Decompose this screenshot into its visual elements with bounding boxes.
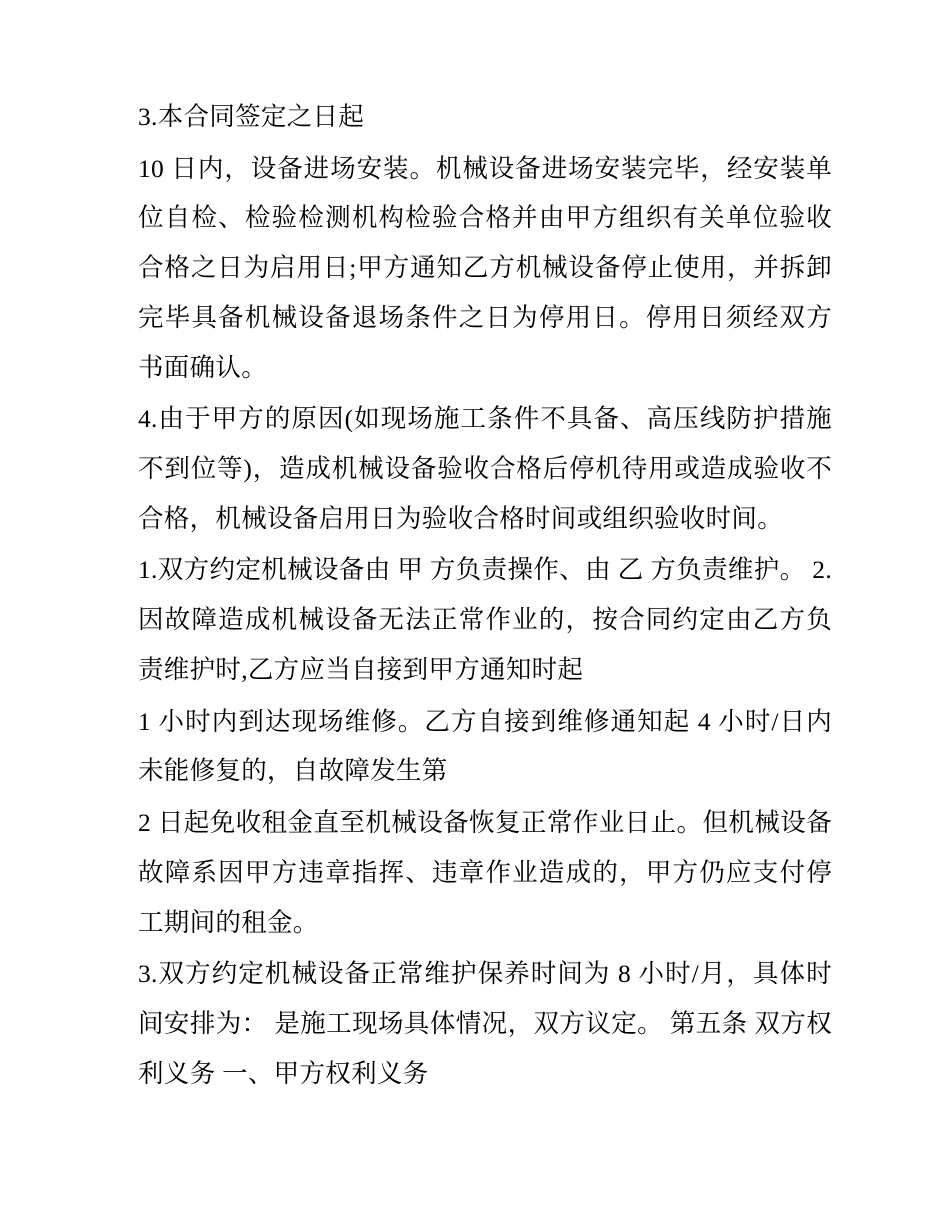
paragraph-5: 1 小时内到达现场维修。乙方自接到维修通知起 4 小时/日内未能修复的，自故障发生第 — [138, 706, 832, 786]
paragraph-6: 2 日起免收租金直至机械设备恢复正常作业日止。但机械设备故障系因甲方违章指挥、违章作业造成的，甲方仍应支付停工期间的租金。 — [138, 808, 832, 937]
paragraph-2: 10 日内，设备进场安装。机械设备进场安装完毕，经安装单位自检、检验检测机构检验合格并由甲方组织有关单位验收合格之日为启用日;甲方通知乙方机械设备停止使用，并拆卸完毕具备机械设备退场条件之日为停用日。停用日须经双方书面确认。 — [138, 153, 832, 382]
document-body — [138, 92, 832, 1098]
paragraph-3: 4.由于甲方的原因(如现场施工条件不具备、高压线防护措施不到位等)，造成机械设备验收合格后停机待用或造成验收不合格，机械设备启用日为验收合格时间或组织验收时间。 — [138, 404, 832, 533]
paragraph-7: 3.双方约定机械设备正常维护保养时间为 8 小时/月，具体时间安排为： 是施工现场具体情况，双方议定。 第五条 双方权利义务 一、甲方权利义务 — [138, 959, 832, 1088]
paragraph-1: 3.本合同签定之日起 — [138, 102, 365, 131]
paragraph-4: 1.双方约定机械设备由 甲 方负责操作、由 乙 方负责维护。 2.因故障造成机械设备无法正常作业的，按合同约定由乙方负责维护时,乙方应当自接到甲方通知时起 — [138, 555, 832, 684]
